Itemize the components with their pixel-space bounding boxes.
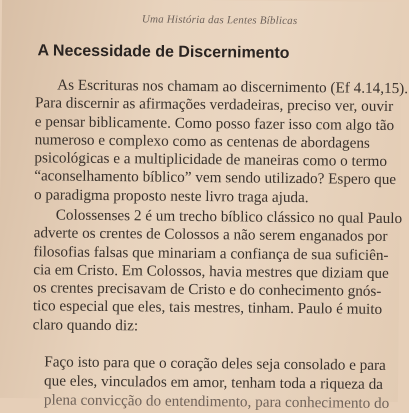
quote-line: plena convicção do entendimento, para conhecimento do [43,391,390,412]
section-heading: A Necessidade de Discernimento [37,42,290,62]
quote-line: Faço isto para que o coração deles seja consolado e para [44,353,386,374]
text-line: Para discernir as afirmações verdadeiras, preciso ver, ouvir [34,94,394,116]
running-header: Uma História das Lentes Bíblicas [141,13,298,28]
paragraph-2 [32,206,403,338]
text-line: psicológicas e a multiplicidade de maneiras como o termo [34,149,388,171]
text-line: cia em Cristo. Em Colossos, havia mestres que diziam que [33,261,389,282]
text-line: filosofias falsas que minariam a confiança de sua suficiên- [33,242,389,264]
block-quote [44,352,405,413]
quote-line: que eles, vinculados em amor, tenham toda a riqueza da [44,372,384,393]
text-line: os crentes precisavam de Cristo e do conhecimento gnós- [32,279,382,301]
text-line: “aconselhamento bíblico” vem sendo utilizado? Espero que [34,167,397,189]
text-line: numeroso e complexo como as centenas de abordagens [34,131,370,152]
paragraph-1 [33,76,409,208]
text-line: e pensar biblicamente. Como posso fazer isso com algo tão [34,112,395,134]
text-line: o paradigma proposto neste livro traga ajuda. [33,186,309,206]
text-line: As Escrituras nos chamam ao discernimento (Ef 4.14,15). [57,76,409,98]
text-line: adverte os crentes de Colossos a não serem enganados por [33,224,388,246]
text-line: tico especial que eles, tais mestres, tinham. Paulo é muito [32,297,383,319]
text-line: Colossenses 2 é um trecho bíblico clássico no qual Paulo [55,206,403,228]
text-line: claro quando diz: [32,316,139,335]
